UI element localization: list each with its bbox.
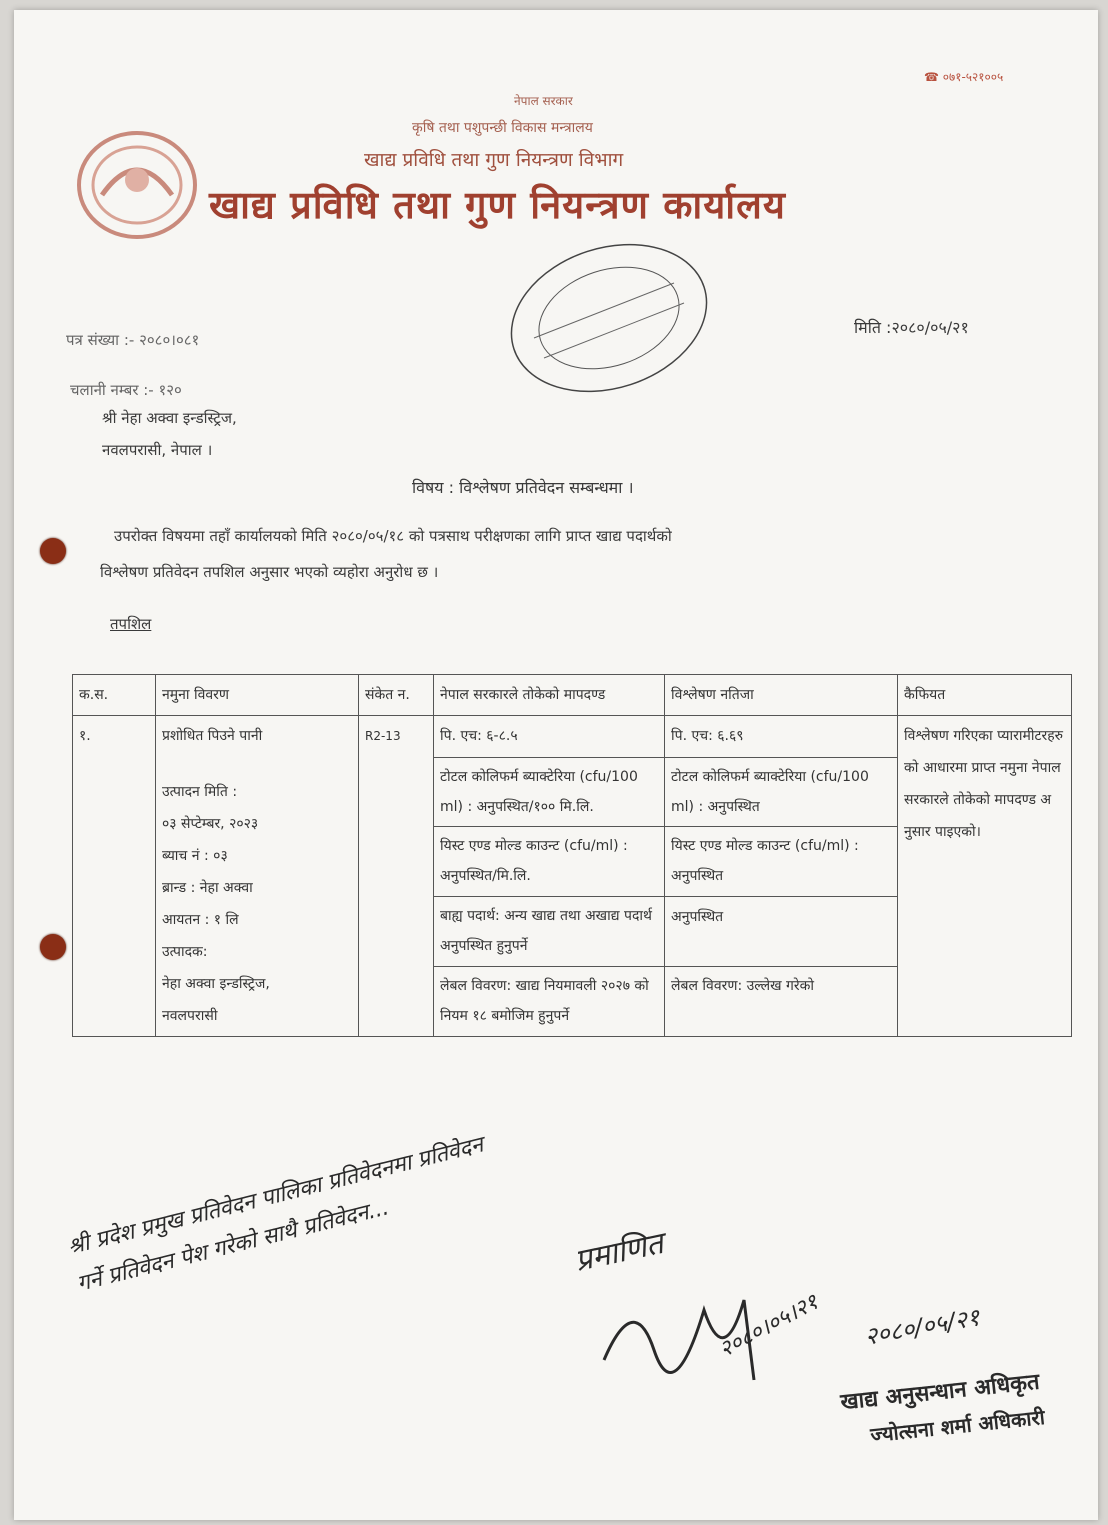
header-sn: क.स.	[73, 675, 156, 716]
office-title: खाद्य प्रविधि तथा गुण नियन्त्रण कार्यालय	[209, 183, 786, 227]
standard-coliform: टोटल कोलिफर्म ब्याक्टेरिया (cfu/100 ml) : अनुपस्थित/१०० मि.लि.	[434, 757, 665, 827]
sample-producer-label: उत्पादक:	[162, 944, 208, 960]
office-stamp-icon	[494, 238, 724, 398]
analysis-table	[72, 674, 1072, 1037]
sample-description	[156, 716, 359, 1037]
body-line-1: उपरोक्त विषयमा तहाँ कार्यालयको मिति २०८०/०५/१८ को पत्रसाथ परीक्षणका लागि प्राप्त खाद्य पदार्थको	[114, 527, 672, 545]
result-yeast: यिस्ट एण्ड मोल्ड काउन्ट (cfu/ml) : अनुपस्थित	[665, 827, 898, 897]
letter-date: मिति :२०८०/०५/२१	[854, 318, 969, 337]
result-foreign: अनुपस्थित	[665, 897, 898, 967]
phone-number: ☎ ०७१-५२१००५	[924, 70, 1004, 84]
sample-mfg-date: ०३ सेप्टेम्बर, २०२३	[162, 816, 259, 832]
header-code: संकेत न.	[359, 675, 434, 716]
dispatch-number: चलानी नम्बर :- १२०	[70, 381, 182, 399]
sample-brand: ब्रान्ड : नेहा अक्वा	[162, 880, 253, 896]
remarks-cell: विश्लेषण गरिएका प्यारामीटरहरु को आधारमा प्राप्त नमुना नेपाल सरकारले तोकेको मापदण्ड अनुसार पाइएको।	[898, 716, 1072, 1037]
recipient-name: श्री नेहा अक्वा इन्डस्ट्रिज,	[102, 409, 237, 427]
sample-batch: ब्याच नं : ०३	[162, 848, 228, 864]
binder-hole-icon	[40, 538, 66, 564]
standard-yeast: यिस्ट एण्ड मोल्ड काउन्ट (cfu/ml) : अनुपस्थित/मि.लि.	[434, 827, 665, 897]
sample-mfg-label: उत्पादन मिति :	[162, 784, 238, 800]
body-line-2: विश्लेषण प्रतिवेदन तपशिल अनुसार भएको व्यहोरा अनुरोध छ ।	[100, 563, 439, 581]
middle-signature-date: २०८०।०५।२१	[715, 1289, 823, 1363]
header-line-1: नेपाल सरकार	[514, 94, 573, 108]
result-ph: पि. एच: ६.६९	[665, 716, 898, 758]
officer-name: ज्योत्सना शर्मा अधिकारी	[869, 1404, 1046, 1448]
sample-producer: नेहा अक्वा इन्डस्ट्रिज,	[162, 976, 270, 992]
table-header-row	[73, 675, 1072, 716]
standard-label: लेबल विवरण: खाद्य नियमावली २०२७ को नियम १८ बमोजिम हुनुपर्ने	[434, 967, 665, 1037]
header-line-2: कृषि तथा पशुपन्छी विकास मन्त्रालय	[412, 120, 593, 136]
row-sn: १.	[73, 716, 156, 1037]
middle-signature: प्रमाणित	[571, 1226, 667, 1279]
header-result: विश्लेषण नतिजा	[665, 675, 898, 716]
header-standard: नेपाल सरकारले तोकेको मापदण्ड	[434, 675, 665, 716]
standard-foreign: बाह्य पदार्थ: अन्य खाद्य तथा अखाद्य पदार्थ अनुपस्थित हुनुपर्ने	[434, 897, 665, 967]
government-emblem-icon	[72, 125, 202, 245]
subject-line: विषय : विश्लेषण प्रतिवेदन सम्बन्धमा ।	[412, 478, 634, 497]
sample-volume: आयतन : १ लि	[162, 912, 239, 928]
right-signature-date: २०८०/०५/२१	[862, 1303, 982, 1351]
sample-producer-place: नवलपरासी	[162, 1008, 218, 1024]
handwritten-note: श्री प्रदेश प्रमुख प्रतिवेदन पालिका प्रतिवेदनमा प्रतिवेदन गर्ने प्रतिवेदन पेश गरेको साथै प्रतिवेदन...	[65, 1132, 486, 1297]
header-sample: नमुना विवरण	[156, 675, 359, 716]
tapsil-heading: तपशिल	[110, 615, 152, 633]
standard-ph: पि. एच: ६-८.५	[434, 716, 665, 758]
recipient-address: नवलपरासी, नेपाल ।	[102, 441, 213, 459]
officer-title: खाद्य अनुसन्धान अधिकृत	[839, 1369, 1041, 1416]
binder-hole-icon	[40, 934, 66, 960]
sample-code: R2-13	[359, 716, 434, 1037]
document-page	[14, 10, 1098, 1520]
letter-number: पत्र संख्या :- २०८०।०८१	[66, 331, 200, 349]
header-line-3: खाद्य प्रविधि तथा गुण नियन्त्रण विभाग	[364, 149, 624, 171]
result-coliform: टोटल कोलिफर्म ब्याक्टेरिया (cfu/100 ml) : अनुपस्थित	[665, 757, 898, 827]
table-row	[73, 716, 1072, 758]
header-remarks: कैफियत	[898, 675, 1072, 716]
result-label: लेबल विवरण: उल्लेख गरेको	[665, 967, 898, 1037]
sample-name: प्रशोधित पिउने पानी	[162, 728, 263, 744]
